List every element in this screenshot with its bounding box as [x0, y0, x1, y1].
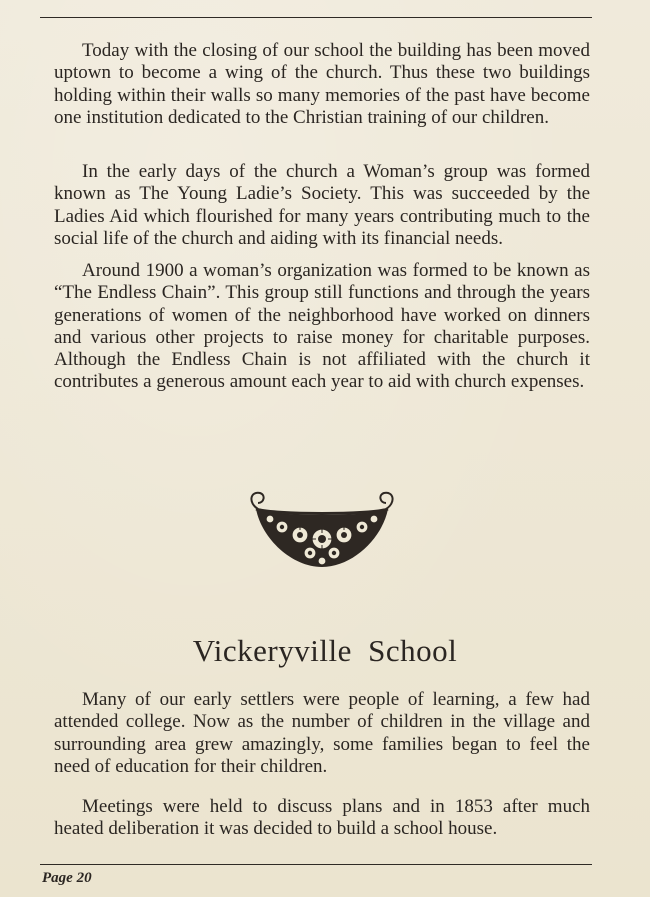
floral-garland-ornament-icon — [244, 487, 400, 577]
paragraph-endless-chain: Around 1900 a woman’s organization was formed to be known as “The Endless Chain”. This group still functions and through the years generations of women of the neighborhood have worked on dinners and various other projects to raise money for charitable purposes. Although the Endless Chain is not affiliated with the church it contributes a generous amount each year to aid with church expenses. — [54, 260, 590, 393]
page-number: Page 20 — [42, 870, 92, 886]
top-rule — [40, 17, 592, 18]
section-heading: Vickeryville School — [192, 633, 458, 668]
bottom-rule — [40, 864, 592, 865]
paragraph-school-meetings: Meetings were held to discuss plans and in 1853 after much heated deliberation it was decided to build a school house. — [54, 796, 590, 840]
paragraph-womans-group: In the early days of the church a Woman’s group was formed known as The Young Ladie’s Society. This was succeeded by the Ladies Aid which flourished for many years contributing much to the social life of the church and aiding with its financial needs. — [54, 161, 590, 249]
paragraph-early-settlers: Many of our early settlers were people of learning, a few had attended college. Now as the number of children in the village and surrounding area grew amazingly, some families began to feel the need of education for their children. — [54, 689, 590, 777]
paragraph-school-building: Today with the closing of our school the building has been moved uptown to become a wing of the church. Thus these two buildings holding within their walls so many memories of the past have become one institution dedicated to the Christian training of our children. — [54, 40, 590, 128]
